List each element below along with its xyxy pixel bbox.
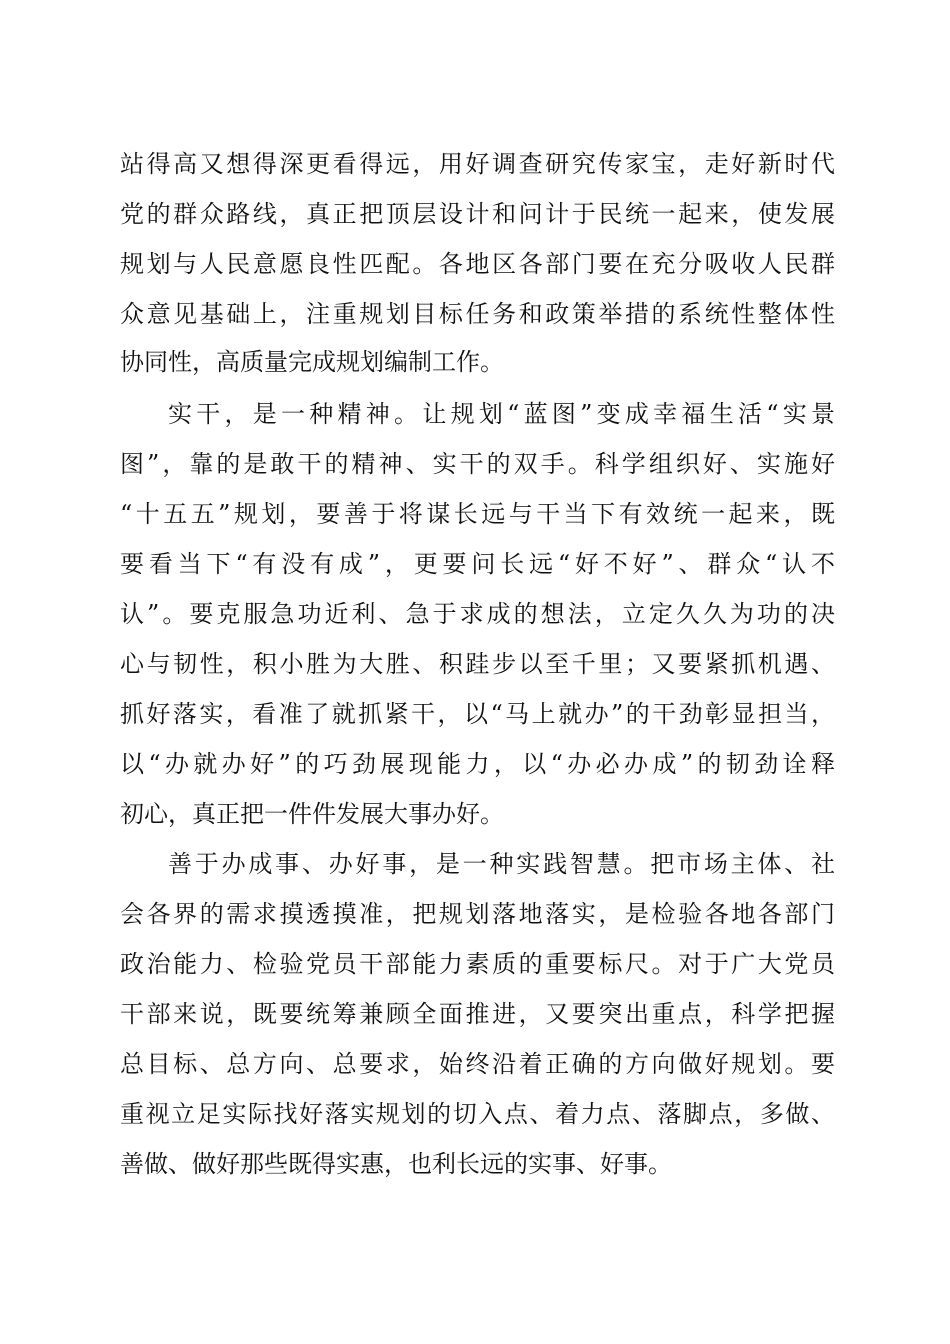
text-line: 总目标、总方向、总要求，始终沿着正确的方向做好规划。要 xyxy=(120,1050,835,1078)
text-line: 政治能力、检验党员干部能力素质的重要标尺。对于广大党员 xyxy=(120,950,835,978)
text-line: “十五五”规划，要善于将谋长远与干当下有效统一起来，既 xyxy=(120,500,835,528)
text-line: 要看当下“有没有成”，更要问长远“好不好”、群众“认不 xyxy=(120,550,835,578)
text-line: 协同性，高质量完成规划编制工作。 xyxy=(120,348,504,376)
text-line: 重视立足实际找好落实规划的切入点、着力点、落脚点，多做、 xyxy=(120,1100,835,1128)
text-line: 认”。要克服急功近利、急于求成的想法，立定久久为功的决 xyxy=(120,600,835,628)
text-line: 规划与人民意愿良性匹配。各地区各部门要在充分吸收人民群 xyxy=(120,250,835,278)
text-line: 以“办就办好”的巧劲展现能力，以“办必办成”的韧劲诠释 xyxy=(120,750,835,778)
text-line: 会各界的需求摸透摸准，把规划落地落实，是检验各地各部门 xyxy=(120,900,835,928)
text-line: 众意见基础上，注重规划目标任务和政策举措的系统性整体性 xyxy=(120,300,835,328)
text-line: 党的群众路线，真正把顶层设计和问计于民统一起来，使发展 xyxy=(120,200,835,228)
text-line: 善做、做好那些既得实惠，也利长远的实事、好事。 xyxy=(120,1150,672,1178)
paragraph-start-line: 实干，是一种精神。让规划“蓝图”变成幸福生活“实景 xyxy=(168,400,835,428)
text-line: 站得高又想得深更看得远，用好调查研究传家宝，走好新时代 xyxy=(120,150,835,178)
text-line: 心与韧性，积小胜为大胜、积跬步以至千里；又要紧抓机遇、 xyxy=(120,650,835,678)
text-line: 初心，真正把一件件发展大事办好。 xyxy=(120,800,504,828)
text-line: 图”，靠的是敢干的精神、实干的双手。科学组织好、实施好 xyxy=(120,450,835,478)
paragraph-start-line: 善于办成事、办好事，是一种实践智慧。把市场主体、社 xyxy=(168,850,835,878)
text-line: 干部来说，既要统筹兼顾全面推进，又要突出重点，科学把握 xyxy=(120,1000,835,1028)
text-line: 抓好落实，看准了就抓紧干，以“马上就办”的干劲彰显担当， xyxy=(120,700,835,728)
